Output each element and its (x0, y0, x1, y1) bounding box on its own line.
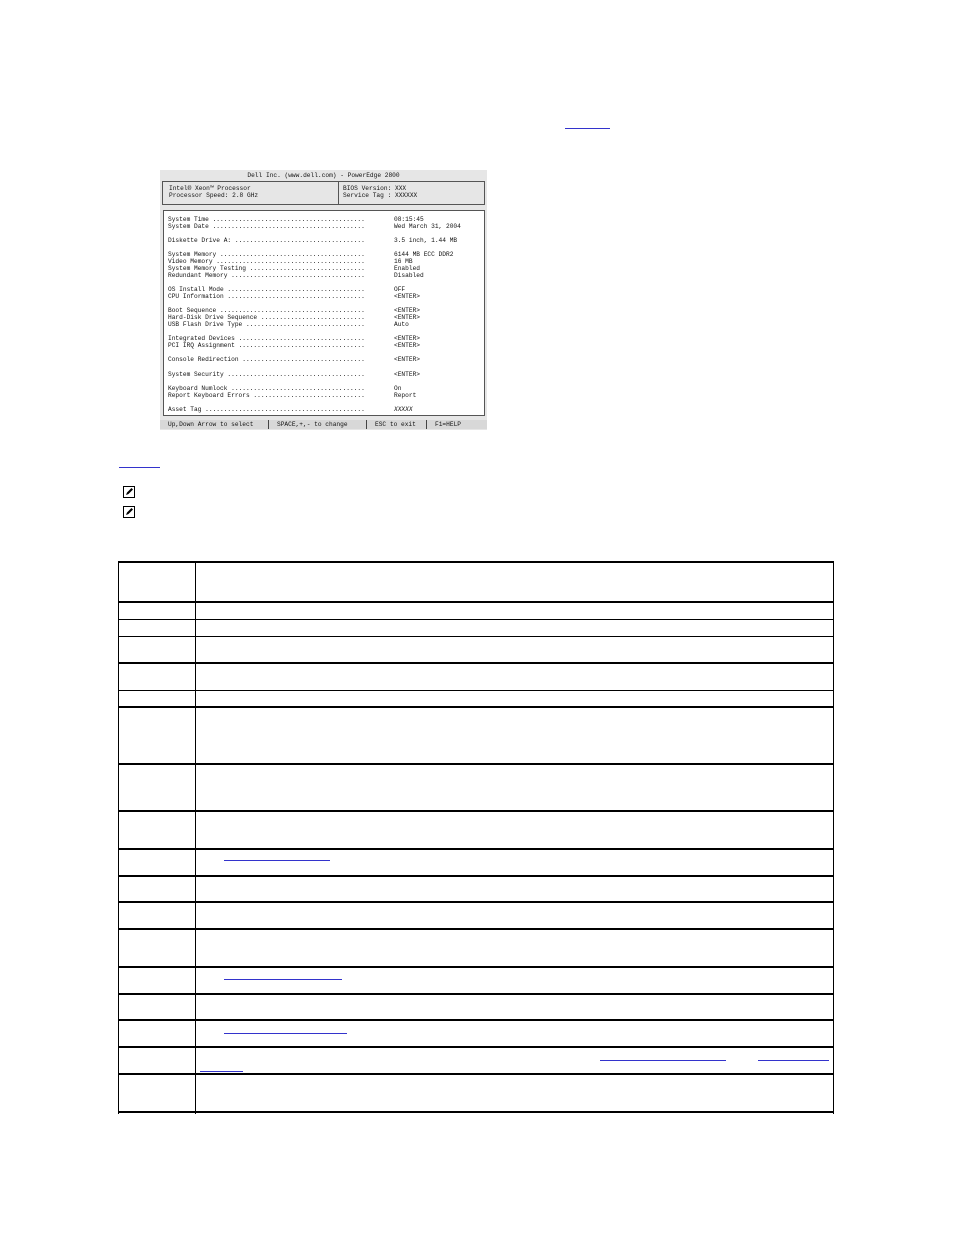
bios-row: CPU Information ..................................... <ENTER> (168, 293, 420, 300)
bios-row: PCI IRQ Assignment .................................. <ENTER> (168, 342, 420, 349)
bios-info-box (162, 181, 485, 205)
bios-row: Keyboard Numlock .................................... On (168, 385, 402, 392)
table-row-line (118, 763, 834, 765)
processor-speed: Processor Speed: 2.8 GHz (169, 192, 259, 199)
bios-row: System Security ..................................... <ENTER> (168, 371, 420, 378)
table-row-line (118, 966, 834, 968)
figure-link[interactable] (119, 455, 160, 468)
table-row-line (118, 636, 834, 637)
table-row-line (118, 601, 834, 603)
bios-row: Video Memory ........................................ 16 MB (168, 258, 413, 265)
bios-screen-figure (160, 170, 487, 430)
bios-row: System Date ......................................... Wed March 31, 2004 (168, 223, 461, 230)
table-border-left (118, 561, 119, 1114)
note-icon (123, 486, 135, 498)
bios-row: System Memory ....................................... 6144 MB ECC DDR2 (168, 251, 454, 258)
bios-row: OS Install Mode ..................................... OFF (168, 286, 406, 293)
table-row-line (118, 901, 834, 903)
bios-row: Report Keyboard Errors .............................. Report (168, 392, 417, 399)
bios-settings-panel (163, 210, 485, 416)
table-cell-link[interactable] (224, 979, 342, 980)
table-row-line (118, 928, 834, 930)
footer-hint-exit: ESC to exit (366, 420, 416, 429)
table-column-divider (195, 561, 196, 1114)
table-row-line (118, 619, 834, 620)
table-border-right (833, 561, 834, 1114)
note-icon (123, 506, 135, 518)
table-cell-link[interactable] (600, 1060, 726, 1061)
table-row-line (118, 662, 834, 664)
footer-hint-select: Up,Down Arrow to select (168, 421, 254, 428)
bios-version: BIOS Version: XXX (343, 185, 407, 192)
bios-row: Redundant Memory .................................... Disabled (168, 272, 424, 279)
bios-title: Dell Inc. (www.dell.com) - PowerEdge 2800 (247, 172, 400, 179)
top-link[interactable] (565, 116, 610, 129)
footer-hint-change: SPACE,+,- to change (268, 420, 348, 429)
bios-footer-bar (160, 420, 487, 429)
table-row-line (118, 875, 834, 877)
bios-row: Boot Sequence ....................................... <ENTER> (168, 307, 420, 314)
table-cell-link[interactable] (758, 1060, 829, 1061)
bios-row: Asset Tag ........................................... XXXXX (168, 406, 413, 413)
bios-info-divider (338, 182, 339, 204)
table-row-line (118, 561, 834, 563)
bios-row: Integrated Devices .................................. <ENTER> (168, 335, 420, 342)
bios-info-left (169, 185, 258, 199)
table-cell-link[interactable] (224, 1033, 347, 1034)
bios-row: Hard-Disk Drive Sequence ............................ <ENTER> (168, 314, 420, 321)
table-row-line (118, 848, 834, 850)
bios-row: System Time ......................................... 08:15:45 (168, 216, 424, 223)
table-cell-link[interactable] (224, 860, 330, 861)
table-row-line (118, 1073, 834, 1075)
footer-hint-help: F1=HELP (426, 420, 461, 429)
options-table (118, 561, 834, 1114)
table-row-line (118, 1019, 834, 1021)
table-cell-link[interactable] (200, 1071, 243, 1072)
bios-row: Diskette Drive A: ................................... 3.5 inch, 1.44 MB (168, 237, 458, 244)
table-row-line (118, 706, 834, 708)
service-tag: Service Tag : XXXXXX (343, 192, 418, 199)
bios-row: System Memory Testing ............................... Enabled (168, 265, 420, 272)
bios-row: USB Flash Drive Type ................................ Auto (168, 321, 409, 328)
processor-name: Intel® Xeon™ Processor (169, 185, 251, 192)
bios-row: Console Redirection ................................. <ENTER> (168, 356, 420, 363)
table-row-line (118, 810, 834, 812)
table-row-line (118, 690, 834, 691)
bios-info-right (343, 185, 417, 199)
table-row-line (118, 1111, 834, 1113)
table-row-line (118, 993, 834, 995)
table-row-line (118, 1046, 834, 1048)
